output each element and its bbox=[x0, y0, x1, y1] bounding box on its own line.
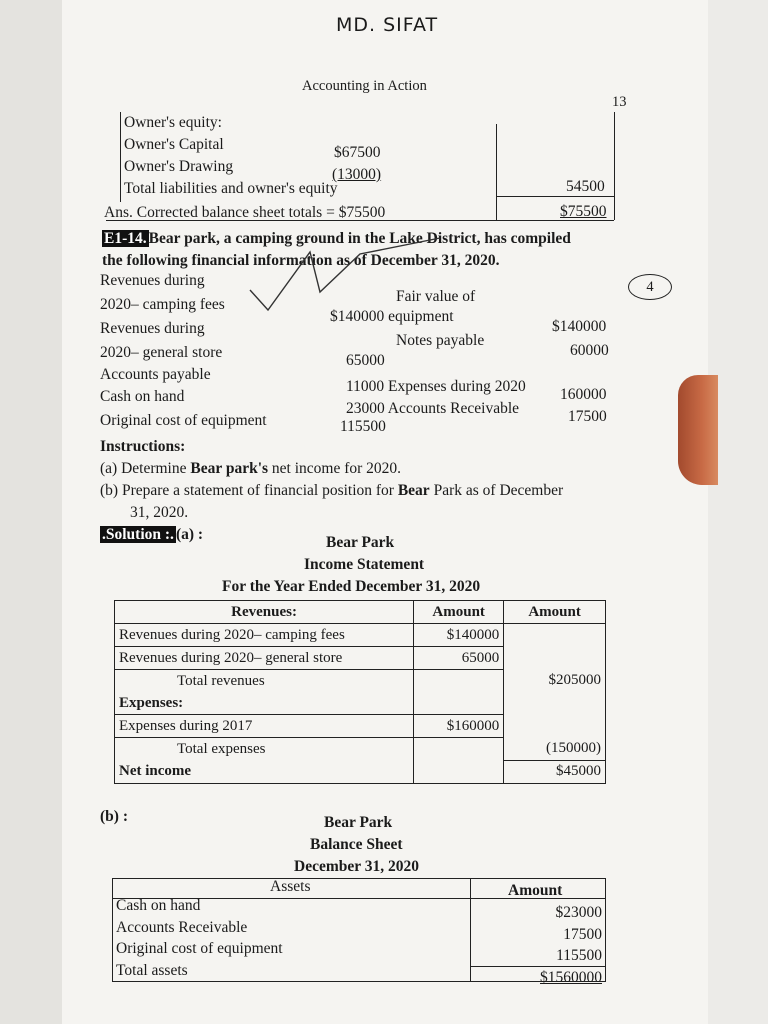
item-left-1: Revenues during bbox=[100, 272, 205, 289]
instruction-b-suffix: Park as of December bbox=[429, 482, 564, 499]
table-row bbox=[115, 647, 606, 670]
instruction-a-prefix: (a) Determine bbox=[100, 460, 191, 477]
total-le-total: $75500 bbox=[560, 203, 607, 220]
asset-label-total: Total assets bbox=[116, 962, 188, 979]
instruction-a-suffix: net income for 2020. bbox=[268, 460, 402, 477]
author-handwriting: MD. SIFAT bbox=[336, 14, 439, 36]
thumb-edge bbox=[678, 375, 718, 485]
total-top-rule bbox=[496, 196, 614, 197]
item-right-3: 160000 bbox=[560, 386, 607, 403]
asset-value-total: $1560000 bbox=[540, 969, 602, 986]
net-income-amount: $45000 bbox=[504, 760, 606, 783]
item-right-2: 60000 bbox=[570, 342, 609, 359]
empty-cell bbox=[504, 647, 606, 670]
rev2-amount: 65000 bbox=[414, 647, 504, 670]
part-a-label: (a) : bbox=[175, 526, 204, 543]
problem-intro-1: Bear park, a camping ground in the Lake District, has compiled bbox=[148, 230, 571, 247]
owners-drawing-value: (13000) bbox=[332, 166, 382, 183]
amount-header-2: Amount bbox=[504, 601, 606, 624]
instruction-a bbox=[100, 460, 401, 478]
net-income-label: Net income bbox=[115, 760, 414, 783]
problem-code: E1-14. bbox=[104, 230, 147, 247]
asset-value-equipment: 115500 bbox=[556, 947, 602, 964]
instruction-b bbox=[100, 482, 563, 500]
running-title: Accounting in Action bbox=[302, 78, 427, 94]
item-left-5: Accounts payable bbox=[100, 366, 211, 383]
instructions-label: Instructions: bbox=[100, 438, 186, 455]
instruction-b-bold: Bear bbox=[397, 482, 430, 499]
company-name-b: Bear Park bbox=[324, 814, 393, 831]
total-revenues-label: Total revenues bbox=[115, 670, 414, 693]
solution-label: .Solution :. bbox=[102, 526, 174, 543]
asset-value-receivable: 17500 bbox=[563, 926, 602, 943]
item-mid-3: 11000 Expenses during 2020 bbox=[346, 378, 526, 395]
total-le-value: 54500 bbox=[566, 178, 605, 195]
asset-label-cash: Cash on hand bbox=[116, 897, 201, 914]
empty-cell bbox=[504, 692, 606, 715]
middle-rule bbox=[496, 124, 497, 220]
table-row bbox=[115, 738, 606, 761]
owners-equity-label: Owner's equity: bbox=[124, 114, 222, 131]
left-rule bbox=[120, 112, 121, 202]
empty-cell bbox=[504, 715, 606, 738]
item-mid-1: $140000 equipment bbox=[330, 308, 454, 325]
empty-cell bbox=[414, 670, 504, 693]
exp1-amount: $160000 bbox=[414, 715, 504, 738]
instruction-b-prefix: (b) Prepare a statement of financial position for bbox=[100, 482, 398, 499]
item-mid-5: 115500 bbox=[340, 418, 386, 435]
asset-label-receivable: Accounts Receivable bbox=[116, 919, 248, 936]
page-number: 13 bbox=[612, 94, 627, 110]
empty-cell bbox=[504, 624, 606, 647]
empty-cell bbox=[414, 692, 504, 715]
table-row bbox=[115, 624, 606, 647]
page-left-shadow bbox=[0, 0, 62, 1024]
balance-sheet-date: December 31, 2020 bbox=[294, 858, 419, 875]
instruction-a-bold: Bear park's bbox=[190, 460, 269, 477]
instruction-b-line2: 31, 2020. bbox=[130, 504, 189, 521]
solution-heading bbox=[100, 526, 203, 544]
table-row bbox=[115, 670, 606, 693]
table-row bbox=[115, 760, 606, 783]
grade-mark-circle: 4 bbox=[628, 274, 672, 300]
item-mid-4: 23000 Accounts Receivable bbox=[346, 400, 520, 417]
empty-cell bbox=[414, 760, 504, 783]
total-expenses-label: Total expenses bbox=[115, 738, 414, 761]
right-rule bbox=[614, 112, 615, 220]
balance-sheet-total-rule bbox=[470, 966, 606, 967]
item-left-4: 2020– general store bbox=[100, 344, 223, 361]
owners-drawing-label: Owner's Drawing bbox=[124, 158, 234, 175]
owners-capital-value: $67500 bbox=[334, 144, 381, 161]
table-row bbox=[115, 715, 606, 738]
table-row bbox=[115, 601, 606, 624]
revenues-header: Revenues: bbox=[115, 601, 414, 624]
total-expenses-amount: (150000) bbox=[504, 738, 606, 761]
answer-line: Ans. Corrected balance sheet totals = $75500 bbox=[104, 204, 386, 221]
item-mid-2: 65000 bbox=[346, 352, 385, 369]
company-name-a: Bear Park bbox=[326, 534, 395, 551]
rev1-label: Revenues during 2020– camping fees bbox=[115, 624, 414, 647]
total-le-label: Total liabilities and owner's equity bbox=[124, 180, 338, 197]
balance-sheet-title: Balance Sheet bbox=[310, 836, 403, 853]
item-left-3: Revenues during bbox=[100, 320, 205, 337]
income-statement-title: Income Statement bbox=[304, 556, 425, 573]
fair-value-label: Fair value of bbox=[396, 288, 476, 305]
total-revenues-amount: $205000 bbox=[504, 670, 606, 693]
income-period: For the Year Ended December 31, 2020 bbox=[222, 578, 481, 595]
income-statement-table bbox=[114, 600, 606, 784]
amount-header-1: Amount bbox=[414, 601, 504, 624]
item-left-2: 2020– camping fees bbox=[100, 296, 225, 313]
item-right-4: 17500 bbox=[568, 408, 607, 425]
notes-payable-label: Notes payable bbox=[396, 332, 485, 349]
exp1-label: Expenses during 2017 bbox=[115, 715, 414, 738]
empty-cell bbox=[414, 738, 504, 761]
expenses-label: Expenses: bbox=[115, 692, 414, 715]
problem-intro-2: the following financial information as of December 31, 2020. bbox=[102, 252, 500, 269]
item-right-1: $140000 bbox=[552, 318, 607, 335]
item-left-7: Original cost of equipment bbox=[100, 412, 267, 429]
owners-capital-label: Owner's Capital bbox=[124, 136, 224, 153]
part-b-label: (b) : bbox=[100, 808, 128, 825]
asset-label-equipment: Original cost of equipment bbox=[116, 940, 283, 957]
item-left-6: Cash on hand bbox=[100, 388, 185, 405]
assets-header: Assets bbox=[270, 878, 311, 895]
assets-amount-header: Amount bbox=[508, 882, 563, 899]
table-row bbox=[115, 692, 606, 715]
rev1-amount: $140000 bbox=[414, 624, 504, 647]
asset-value-cash: $23000 bbox=[555, 904, 602, 921]
rev2-label: Revenues during 2020– general store bbox=[115, 647, 414, 670]
